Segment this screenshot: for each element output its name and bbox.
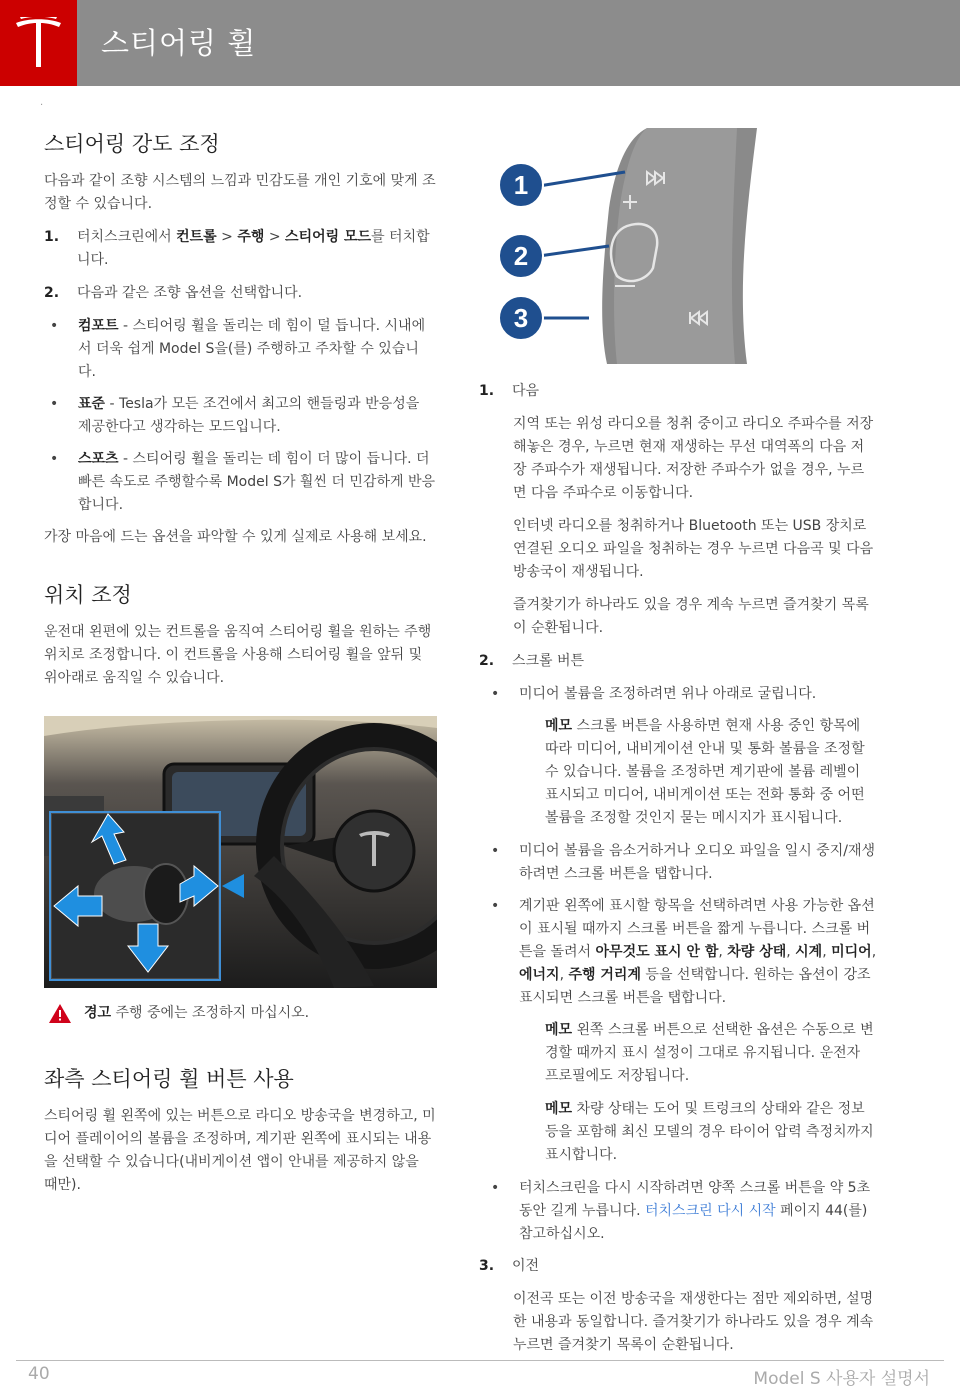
- section-outro: 가장 마음에 드는 옵션을 파악할 수 있게 실제로 사용해 보세요.: [44, 529, 427, 545]
- section-title-position: 위치 조정: [44, 583, 132, 607]
- callout-2-label: 2: [513, 241, 529, 271]
- callout-3-label: 3: [513, 303, 529, 333]
- scroll-bullet-mute: • 미디어 볼륨을 음소거하거나 오디오 파일을 일시 중지/재생하려면 스크롤 버튼을 탭합니다.: [485, 840, 877, 886]
- item-3-previous: 3. 이전: [479, 1258, 540, 1274]
- steering-column-photo: [44, 716, 437, 988]
- steering-adjustment-illustration: [44, 716, 437, 988]
- option-sport: • 스포츠 - 스티어링 휠을 돌리는 데 힘이 더 많이 듭니다. 더 빠른 속도로 주행할수록 Model S가 훨씬 더 민감하게 반응합니다.: [44, 448, 436, 517]
- warning-triangle-icon: [48, 1003, 72, 1024]
- scroll-bullet-restart: • 터치스크린을 다시 시작하려면 양쪽 스크롤 버튼을 약 5초 동안 길게 누릅니다. 터치스크린 다시 시작 페이지 44(를) 참고하십시오.: [485, 1177, 877, 1246]
- tesla-t-icon: [14, 17, 63, 69]
- scroll-bullet-volume: • 미디어 볼륨을 조정하려면 위나 아래로 굴립니다.: [485, 683, 877, 706]
- warning-note: 경고 주행 중에는 조정하지 마십시오.: [44, 1002, 436, 1025]
- item-2-scroll-button: 2. 스크롤 버튼: [479, 653, 585, 669]
- section-title-left-buttons: 좌측 스티어링 휠 버튼 사용: [44, 1067, 294, 1091]
- scroll-bullet-display: • 계기판 왼쪽에 표시할 항목을 선택하려면 사용 가능한 옵션이 표시될 때까지 스크롤 버튼을 짧게 누릅니다. 스크롤 버튼을 돌려서 아무것도 표시 안 함, 차량 상태, 시계, 미디어, 에너지, 주행 거리계 등을 선택합니다. 원하는 옵션이 강조 표시되면 스크롤 버튼을 탭합니다.: [485, 895, 877, 1010]
- callout-1-label: 1: [513, 170, 529, 200]
- left-column: [44, 128, 436, 1207]
- scroll-button-illustration: [497, 128, 877, 364]
- page-number: 40: [28, 1364, 50, 1384]
- manual-title: Model S 사용자 설명서: [753, 1369, 930, 1389]
- section-position-text: 운전대 왼편에 있는 컨트롤을 움직여 스티어링 휠을 원하는 주행 위치로 조정합니다. 이 컨트롤을 사용해 스티어링 휠을 앞뒤 및 위아래로 움직일 수 있습니다.: [44, 624, 432, 686]
- page-header: [0, 0, 960, 86]
- note-2: 메모 왼쪽 스크롤 버튼으로 선택한 옵션은 수동으로 변경할 때까지 표시 설정이 그대로 유지됩니다. 운전자 프로필에도 저장됩니다.: [545, 1022, 874, 1084]
- option-comfort: • 컴포트 - 스티어링 휠을 돌리는 데 힘이 덜 듭니다. 시내에서 더욱 쉽게 Model S을(를) 주행하고 주차할 수 있습니다.: [44, 315, 436, 384]
- tesla-logo: [0, 0, 77, 86]
- page-title: 스티어링 휠: [101, 26, 257, 60]
- right-column: 1. 다음 지역 또는 위성 라디오를 청취 중이고 라디오 주파수를 저장해놓은 경우, 누르면 현재 재생하는 무선 대역폭의 다음 저장 주파수가 재생됩니다. 저장한 주파수가 없을 경우, 누르면 다음 주파수로 이동합니다. 인터넷 라디오를 청취하거나 Bluetooth 또는 USB 장치로 연결된 오디오 파일을 청취하는 경우 누르면 다음곡 및 다음 방송국이 재생됩니다. 즐겨찾기가 하나라도 있을 경우 계속 누르면 즐겨찾기 목록이 순환됩니다. 2. 스크롤 버튼 • 미디어 볼륨을 조정하려면 위나 아래로 굴립니다. 메모 스크롤 버튼을 사용하면 현재 사용 중인 항목에 따라 미디어, 내비게이션 안내 및 통화 볼륨을 조정할 수 있습니다. 볼륨을 조정하면 계기판에 볼륨 레벨이 표시되고 미디어, 내비게이션 또는 전화 통화 중 어떤 볼륨을 조정할 것인지 묻는 메시지가 표시됩니다. • 미디어 볼륨을 음소거하거나 오디오 파일을 일시 중지/재생하려면 스크롤 버튼을 탭합니다. • 계기판 왼쪽에 표시할 항목을 선택하려면 사용 가능한 옵션이 표시될 때까지 스크롤 버튼을 짧게 누릅니다. 스크롤 버튼을 돌려서 아무것도 표시 안 함, 차량 상태, 시계, 미디어, 에너지, 주행 거리계 등을 선택합니다. 원하는 옵션이 강조 표시되면 스크롤 버튼을 탭합니다. 메모 왼쪽 스크롤 버튼으로 선택한 옵션은 수동으로 변경할 때까지 표시 설정이 그대로 유지됩니다. 운전자 프로필에도 저장됩니다. 메모 차량 상태는 도어 및 트렁크의 상태와 같은 정보 등을 포함해 최신 모델의 경우 타이어 압력 측정치까지 표시합니다. • 터치스크린을 다시 시작하려면 양쪽 스크롤 버튼을 약 5초 동안 길게 누릅니다. 터치스크린 다시 시작 페이지 44(를) 참고하십시오. 3. 이전 이전곡 또는 이전 방송국을 재생한다는 점만 제외하면, 설명한 내용과 동일합니다. 즐겨찾기가 하나라도 있을 경우 계속 누르면 즐겨찾기 목록이 순환됩니다.: [479, 380, 877, 1367]
- restart-touchscreen-link[interactable]: 터치스크린 다시 시작: [645, 1203, 776, 1219]
- section-title-steering-mode: 스티어링 강도 조정: [44, 132, 220, 156]
- item-1-next: 1. 다음: [479, 383, 540, 399]
- section-intro: 다음과 같이 조향 시스템의 느낌과 민감도를 개인 기호에 맞게 조정할 수 있습니다.: [44, 173, 436, 212]
- footer-divider: [16, 1360, 944, 1361]
- step-1: 1. 터치스크린에서 컨트롤 > 주행 > 스티어링 모드를 터치합니다.: [44, 229, 430, 268]
- steering-button-diagram: [497, 128, 877, 364]
- note-3: 메모 차량 상태는 도어 및 트렁크의 상태와 같은 정보 등을 포함해 최신 모델의 경우 타이어 압력 측정치까지 표시합니다.: [545, 1101, 874, 1163]
- section-left-buttons-text: 스티어링 휠 왼쪽에 있는 버튼으로 라디오 방송국을 변경하고, 미디어 플레이어의 볼륨을 조정하며, 계기판 왼쪽에 표시되는 내용을 선택할 수 있습니다(내비게이션 앱이 안내를 제공하지 않을 때만).: [44, 1108, 436, 1193]
- step-2: 2. 다음과 같은 조향 옵션을 선택합니다.: [44, 285, 303, 301]
- note-1: 메모 스크롤 버튼을 사용하면 현재 사용 중인 항목에 따라 미디어, 내비게이션 안내 및 통화 볼륨을 조정할 수 있습니다. 볼륨을 조정하면 계기판에 볼륨 레벨이 표시되고 미디어, 내비게이션 또는 전화 통화 중 어떤 볼륨을 조정할 것인지 묻는 메시지가 표시됩니다.: [545, 718, 865, 826]
- option-standard: • 표준 - Tesla가 모든 조건에서 최고의 핸들링과 반응성을 제공한다고 생각하는 모드입니다.: [44, 393, 436, 439]
